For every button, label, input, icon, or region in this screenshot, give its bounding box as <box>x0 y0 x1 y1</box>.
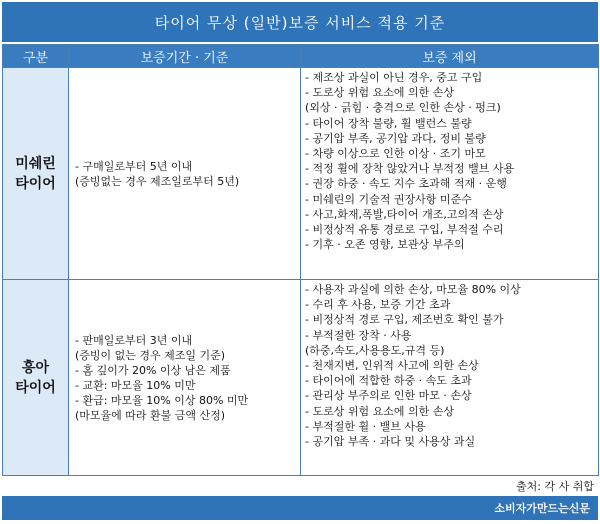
header-exclusions: 보증 제외 <box>301 45 599 68</box>
exclusion-item: - 사용자 과실에 의한 손상, 마모율 80% 이상 <box>305 283 521 296</box>
exclusion-item: - 권장 하중 · 속도 지수 초과해 적재 · 운행 <box>305 177 507 191</box>
exclusion-item: - 적정 휠에 장착 않았거나 부적정 밸브 사용 <box>305 162 515 176</box>
exclusion-item: - 사고,화재,폭발,타이어 개조,고의적 손상 <box>305 207 504 221</box>
header-category: 구분 <box>3 45 69 68</box>
exclusion-item: - 도로상 위험 요소에 의한 손상 <box>305 86 454 100</box>
exclusion-item: - 미쉐린의 기술적 권장사항 미준수 <box>305 192 472 206</box>
exclusion-item: - 타이어에 적합한 하중 · 속도 초과 <box>305 374 472 388</box>
exclusion-item: - 비정상적 유통 경로로 구입, 부적절 수리 <box>305 223 504 237</box>
category-line: 흥아 <box>21 359 50 376</box>
period-line: (증빙이 없는 경우 제조일 기준) <box>75 348 226 362</box>
publisher-footer <box>2 496 598 520</box>
exclusion-item: - 도로상 위험 요소에 의한 손상 <box>305 404 454 418</box>
category-cell <box>3 280 69 476</box>
period-line: - 홈 깊이가 20% 이상 남은 제품 <box>75 363 231 377</box>
period-cell <box>69 68 301 280</box>
exclusion-item: - 차량 이상으로 인한 이상 · 조기 마모 <box>305 147 486 161</box>
category-cell <box>3 68 69 280</box>
period-line: - 판매일로부터 3년 이내 <box>75 333 193 347</box>
header-period: 보증기간 · 기준 <box>69 45 301 68</box>
warranty-table <box>2 44 599 476</box>
source-note: 출처: 각 사 취합 <box>516 480 594 493</box>
period-line: - 구매일로부터 5년 이내 <box>75 159 193 173</box>
exclusion-item: - 비정상적 경로 구입, 제조번호 확인 불가 <box>305 313 504 327</box>
period-line: - 교환: 마모율 10% 미만 <box>75 378 196 392</box>
table-row <box>3 68 599 280</box>
category-line: 타이어 <box>15 379 56 396</box>
exclusion-item: - 타이어 장착 불량, 휠 밸런스 불량 <box>305 116 472 130</box>
exclusion-item: - 공기압 부족 · 과다 및 사용상 과실 <box>305 435 476 449</box>
exclusion-item: - 부적절한 장착 · 사용 <box>305 328 412 342</box>
exclusion-item: - 기후 · 오존 영향, 보관상 부주의 <box>305 238 465 252</box>
table-row <box>3 280 599 476</box>
exclusions-cell <box>301 280 599 476</box>
period-line: (마모율에 따라 환불 금액 산정) <box>75 408 226 422</box>
period-line: - 환급: 마모율 10% 이상 80% 미만 <box>75 393 249 407</box>
category-line: 타이어 <box>15 175 56 192</box>
exclusion-item: - 부적절한 휠 · 밸브 사용 <box>305 419 426 433</box>
exclusion-item: (하중,속도,사용용도,규격 등) <box>305 343 445 357</box>
exclusion-item: - 수리 후 사용, 보증 기간 초과 <box>305 298 451 312</box>
exclusion-item: (외상 · 긁힘 · 충격으로 인한 손상 · 펑크) <box>305 101 501 115</box>
publisher-name: 소비자가만드는신문 <box>494 502 590 515</box>
category-line: 미쉐린 <box>15 155 56 172</box>
exclusion-item: - 공기압 부족, 공기압 과다, 정비 불량 <box>305 131 486 145</box>
period-line: (증빙없는 경우 제조일로부터 5년) <box>75 174 240 188</box>
header-row <box>3 45 599 68</box>
exclusion-item: - 천재지변, 인위적 사고에 의한 손상 <box>305 359 479 373</box>
table-title: 타이어 무상 (일반)보증 서비스 적용 기준 <box>2 2 598 42</box>
exclusions-cell <box>301 68 599 280</box>
period-cell <box>69 280 301 476</box>
exclusion-item: - 제조상 과실이 아닌 경우, 중고 구입 <box>305 71 483 84</box>
exclusion-item: - 관리상 부주의로 인한 마모 · 손상 <box>305 389 472 403</box>
